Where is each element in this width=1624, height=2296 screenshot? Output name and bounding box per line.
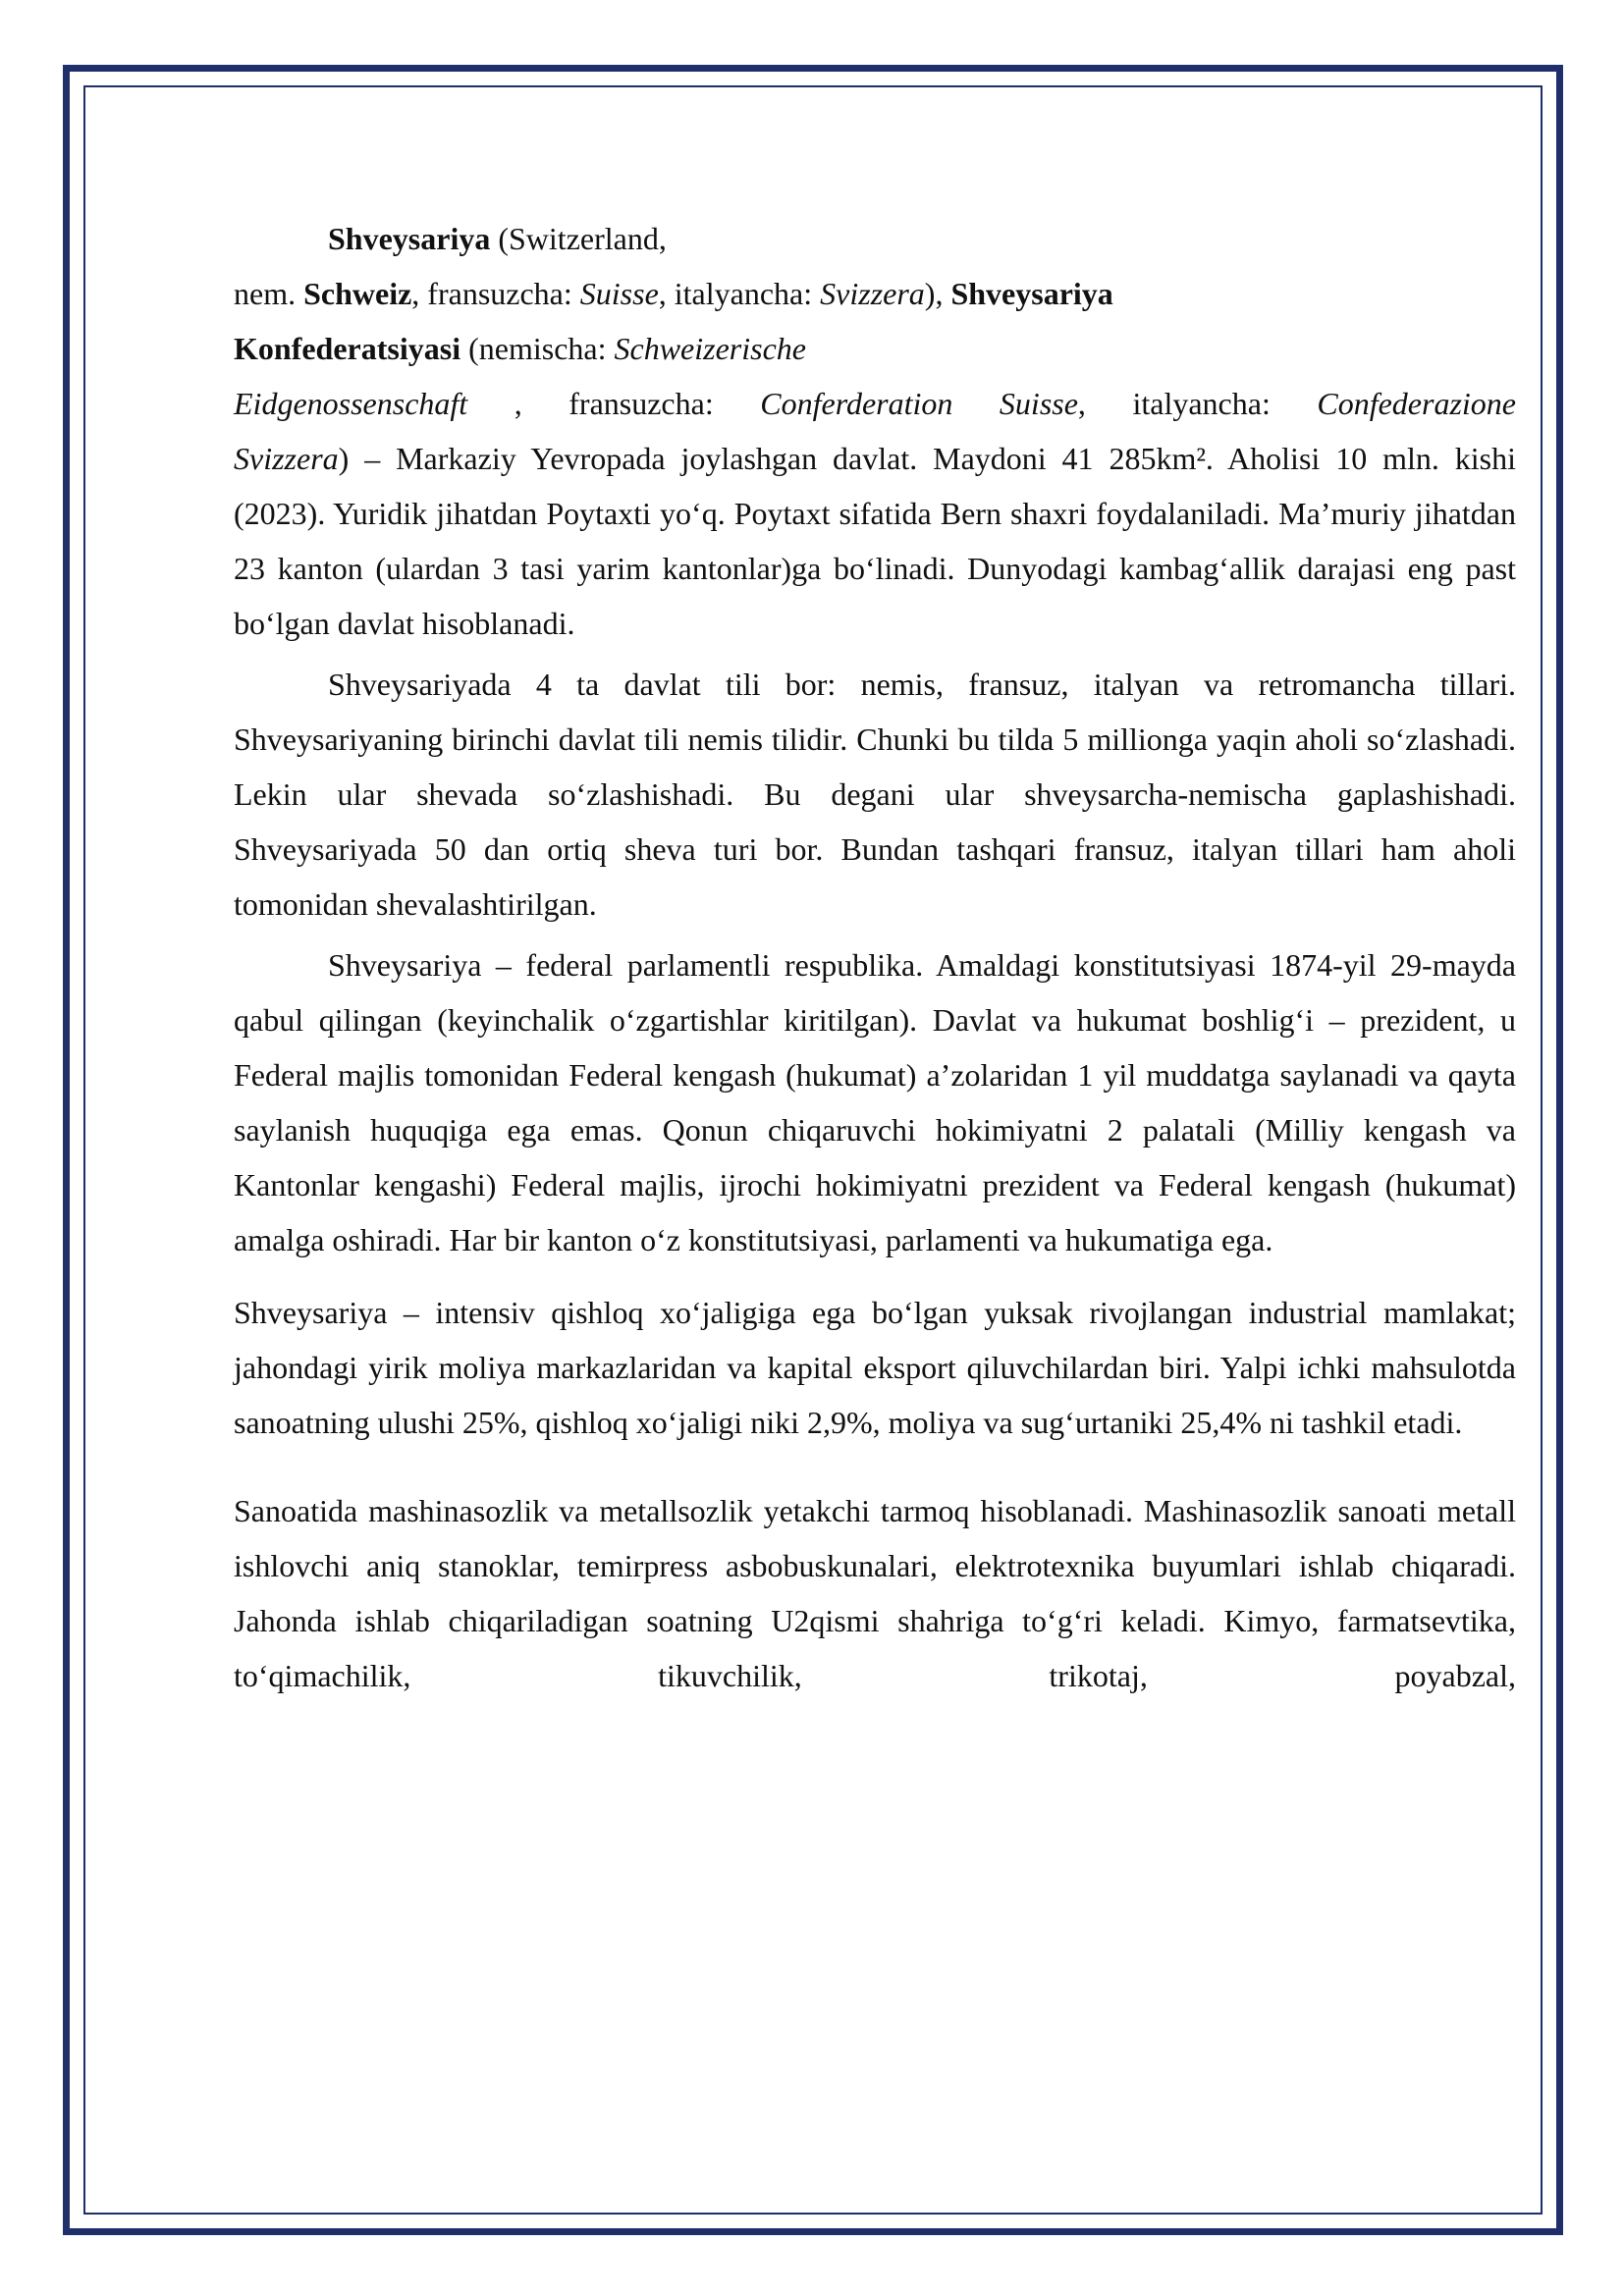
intro-body xyxy=(234,441,1516,641)
country-name-bold: Shveysariya xyxy=(950,276,1113,311)
languages-paragraph: Shveysariyada 4 ta davlat tili bor: nemis, fransuz, italyan va retromancha tillari. Shveysariyaning birinchi davlat tili nemis tilidir. Chunki bu tilda 5 millionga yaqin aholi so‘zlashadi. Lekin ular shevada so‘zlashishadi. Bu degani ular shveysarcha-nemischa gaplashishadi. Shveysariyada 50 dan ortiq sheva turi bor. Bundan tashqari fransuz, italyan tillari ham aholi tomonidan shevalashtirilgan. xyxy=(234,667,1516,922)
economy-paragraph: Shveysariya – intensiv qishloq xo‘jaligiga ega bo‘lgan yuksak rivojlangan industrial mamlakat; jahondagi yirik moliya markazlaridan va kapital eksport qiluvchilardan biri. Yalpi ichki mahsulotda sanoatning ulushi 25%, qishloq xo‘jaligi niki 2,9%, moliya va sug‘urtaniki 25,4% ni tashkil etadi. xyxy=(234,1295,1516,1440)
intro-text: (nemischa: xyxy=(460,331,615,366)
intro-text: , italyancha: xyxy=(1077,386,1318,421)
italian-name-italic: Svizzera xyxy=(820,276,925,311)
intro-text: nem. xyxy=(234,276,304,311)
intro-text: , italyancha: xyxy=(658,276,821,311)
document-body xyxy=(234,211,1516,1703)
german-full-name-italic: Eidgenossenschaft xyxy=(234,386,468,421)
french-name-italic: Suisse xyxy=(579,276,659,311)
intro-text: ) – Markaziy Yevropada joylashgan davlat. Maydoni 41 285km². Aholisi 10 mln. kishi (2023). Yuridik jihatdan Poytaxti yo‘q. Poytaxt sifatida Bern shaxri foydalaniladi. Ma’muriy jihatdan 23 kanton (ulardan 3 tasi yarim kantonlar)ga bo‘linadi. Dunyodagi kambag‘allik darajasi eng past bo‘lgan davlat hisoblanadi. xyxy=(234,441,1516,641)
german-name-bold: Schweiz xyxy=(303,276,412,311)
confederation-bold: Konfederatsiyasi xyxy=(234,331,461,366)
industry-paragraph: Sanoatida mashinasozlik va metallsozlik yetakchi tarmoq hisoblanadi. Mashinasozlik sanoati metall ishlovchi aniq stanoklar, temirpress asbobuskunalari, elektrotexnika buyumlari ishlab chiqaradi. Jahonda ishlab chiqariladigan soatning U2qismi shahriga to‘g‘ri keladi. Kimyo, farmatsevtika, to‘qimachilik, tikuvchilik, trikotaj, poyabzal, xyxy=(234,1493,1516,1693)
french-full-name-italic: Conferderation Suisse xyxy=(760,386,1078,421)
government-paragraph: Shveysariya – federal parlamentli respublika. Amaldagi konstitutsiyasi 1874-yil 29-mayda qabul qilingan (keyinchalik o‘zgartishlar kiritilgan). Davlat va hukumat boshlig‘i – prezident, u Federal majlis tomonidan Federal kengash (hukumat) a’zolaridan 1 yil muddatga saylanadi va qayta saylanish huquqiga ega emas. Qonun chiqaruvchi hokimiyatni 2 palatali (Milliy kengash va Kantonlar kengashi) Federal majlis, ijrochi hokimiyatni prezident va Federal kengash (hukumat) amalga oshiradi. Har bir kanton o‘z konstitutsiyasi, parlamenti va hukumatiga ega. xyxy=(234,947,1516,1257)
intro-paragraph xyxy=(234,211,1516,651)
country-name-bold: Shveysariya xyxy=(328,221,491,256)
german-full-name-italic: Schweizerische xyxy=(614,331,806,366)
intro-text: , fransuzcha: xyxy=(467,386,761,421)
intro-line-4 xyxy=(234,376,1516,431)
italian-full-name-italic: Svizzera xyxy=(234,441,339,476)
intro-line-3 xyxy=(234,321,1516,376)
intro-line-1 xyxy=(234,211,1516,266)
intro-text: , fransuzcha: xyxy=(411,276,580,311)
intro-line-2 xyxy=(234,266,1516,321)
italian-full-name-italic: Confederazione xyxy=(1317,386,1516,421)
intro-text: ), xyxy=(924,276,951,311)
intro-text: (Switzerland, xyxy=(490,221,667,256)
